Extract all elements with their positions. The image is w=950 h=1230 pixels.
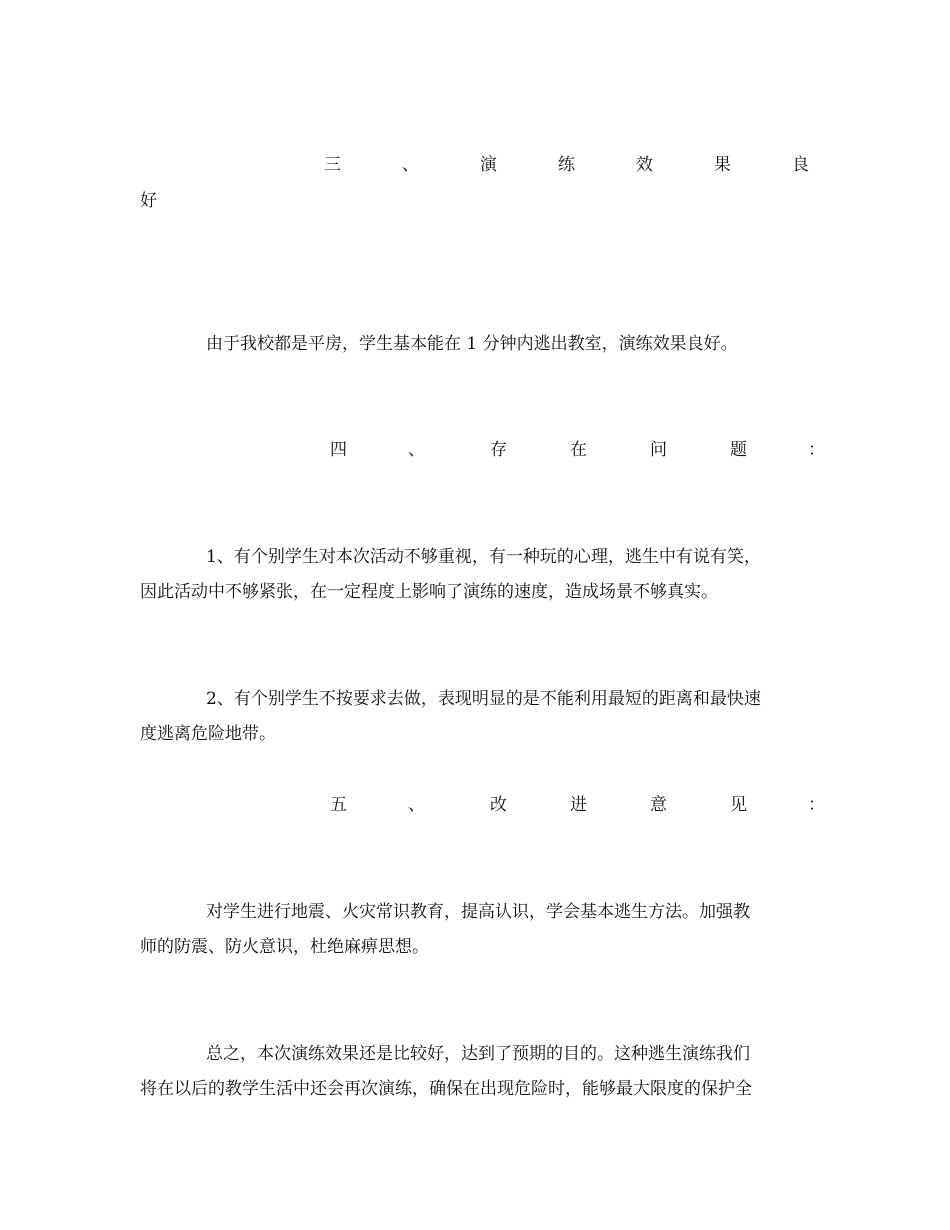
heading-char: 果 [714, 155, 731, 175]
section-5-heading [140, 795, 825, 819]
heading-char: 意 [650, 795, 667, 815]
heading-char: 见 [730, 795, 747, 815]
heading-char: 、 [408, 440, 425, 460]
heading-char: 良 [792, 155, 809, 175]
heading-char: 演 [480, 155, 497, 175]
heading-char: 三 [324, 155, 341, 175]
heading-char: 四 [330, 440, 347, 460]
section-3-heading-wrap: 好 [140, 191, 157, 211]
heading-char: ： [808, 440, 825, 460]
section-3-heading [140, 155, 820, 179]
section-4-heading [140, 440, 825, 464]
section-4-item-2-line-1: 2、有个别学生不按要求去做，表现明显的是不能利用最短的距离和最快速 [206, 689, 761, 709]
heading-char: 进 [570, 795, 587, 815]
heading-char: ： [808, 795, 825, 815]
section-4-item-2-line-2: 度逃离危险地带。 [140, 724, 276, 744]
section-3-paragraph: 由于我校都是平房，学生基本能在 1 分钟内逃出教室，演练效果良好。 [206, 334, 738, 354]
heading-char: 存 [490, 440, 507, 460]
heading-char: 、 [408, 795, 425, 815]
heading-char: 练 [558, 155, 575, 175]
section-4-item-1-line-1: 1、有个别学生对本次活动不够重视，有一种玩的心理，逃生中有说有笑， [206, 547, 761, 567]
section-5-paragraph-1-line-2: 师的防震、防火意识，杜绝麻痹思想。 [140, 937, 429, 957]
section-5-paragraph-2-line-2: 将在以后的教学生活中还会再次演练，确保在出现危险时，能够最大限度的保护全 [140, 1079, 752, 1099]
heading-char: 改 [490, 795, 507, 815]
heading-char: 五 [330, 795, 347, 815]
section-5-paragraph-2-line-1: 总之，本次演练效果还是比较好，达到了预期的目的。这种逃生演练我们 [206, 1044, 750, 1064]
heading-char: 、 [402, 155, 419, 175]
heading-char: 问 [650, 440, 667, 460]
heading-char: 在 [570, 440, 587, 460]
heading-char: 效 [636, 155, 653, 175]
section-5-paragraph-1-line-1: 对学生进行地震、火灾常识教育，提高认识，学会基本逃生方法。加强教 [206, 902, 750, 922]
section-4-item-1-line-2: 因此活动中不够紧张，在一定程度上影响了演练的速度，造成场景不够真实。 [140, 582, 718, 602]
heading-char: 题 [730, 440, 747, 460]
